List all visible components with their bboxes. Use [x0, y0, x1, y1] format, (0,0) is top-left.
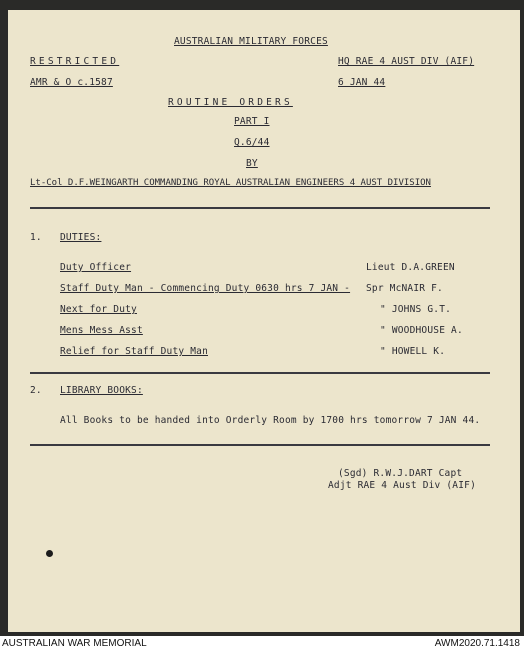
- duty-role: Relief for Staff Duty Man: [60, 346, 208, 357]
- divider: [30, 444, 490, 446]
- footer-credit: AUSTRALIAN WAR MEMORIAL: [2, 638, 147, 649]
- order-date: 6 JAN 44: [338, 77, 386, 88]
- section-heading: LIBRARY BOOKS:: [60, 385, 143, 396]
- divider: [30, 207, 490, 209]
- duty-name: " WOODHOUSE A.: [380, 325, 463, 336]
- signature-title: Adjt RAE 4 Aust Div (AIF): [328, 480, 476, 491]
- signature-line: (Sgd) R.W.J.DART Capt: [338, 468, 463, 479]
- document-title: ROUTINE ORDERS: [168, 97, 293, 108]
- by-line: BY: [246, 158, 258, 169]
- section-text: All Books to be handed into Orderly Room by 1700 hrs tomorrow 7 JAN 44.: [60, 415, 481, 426]
- section-number: 2.: [30, 385, 42, 396]
- part-number: PART I: [234, 116, 270, 127]
- document-page: [8, 10, 520, 632]
- hq-line: HQ RAE 4 AUST DIV (AIF): [338, 56, 475, 67]
- duty-role: Mens Mess Asst: [60, 325, 143, 336]
- duty-name: " JOHNS G.T.: [380, 304, 452, 315]
- org-heading: AUSTRALIAN MILITARY FORCES: [174, 36, 328, 47]
- footer-accession-number: AWM2020.71.1418: [434, 638, 520, 649]
- reference: AMR & O c.1587: [30, 77, 113, 88]
- duty-name: Spr McNAIR F.: [366, 283, 443, 294]
- classification: RESTRICTED: [30, 56, 120, 67]
- duty-role: Next for Duty: [60, 304, 137, 315]
- section-number: 1.: [30, 232, 42, 243]
- punch-hole: [46, 550, 53, 557]
- duty-role: Staff Duty Man - Commencing Duty 0630 hrs 7 JAN -: [60, 283, 351, 294]
- duty-role: Duty Officer: [60, 262, 132, 273]
- duty-name: " HOWELL K.: [380, 346, 446, 357]
- order-number: Q.6/44: [234, 137, 270, 148]
- commander-line: Lt-Col D.F.WEINGARTH COMMANDING ROYAL AUSTRALIAN ENGINEERS 4 AUST DIVISION: [30, 178, 431, 188]
- section-heading: DUTIES:: [60, 232, 102, 243]
- divider: [30, 372, 490, 374]
- duty-name: Lieut D.A.GREEN: [366, 262, 455, 273]
